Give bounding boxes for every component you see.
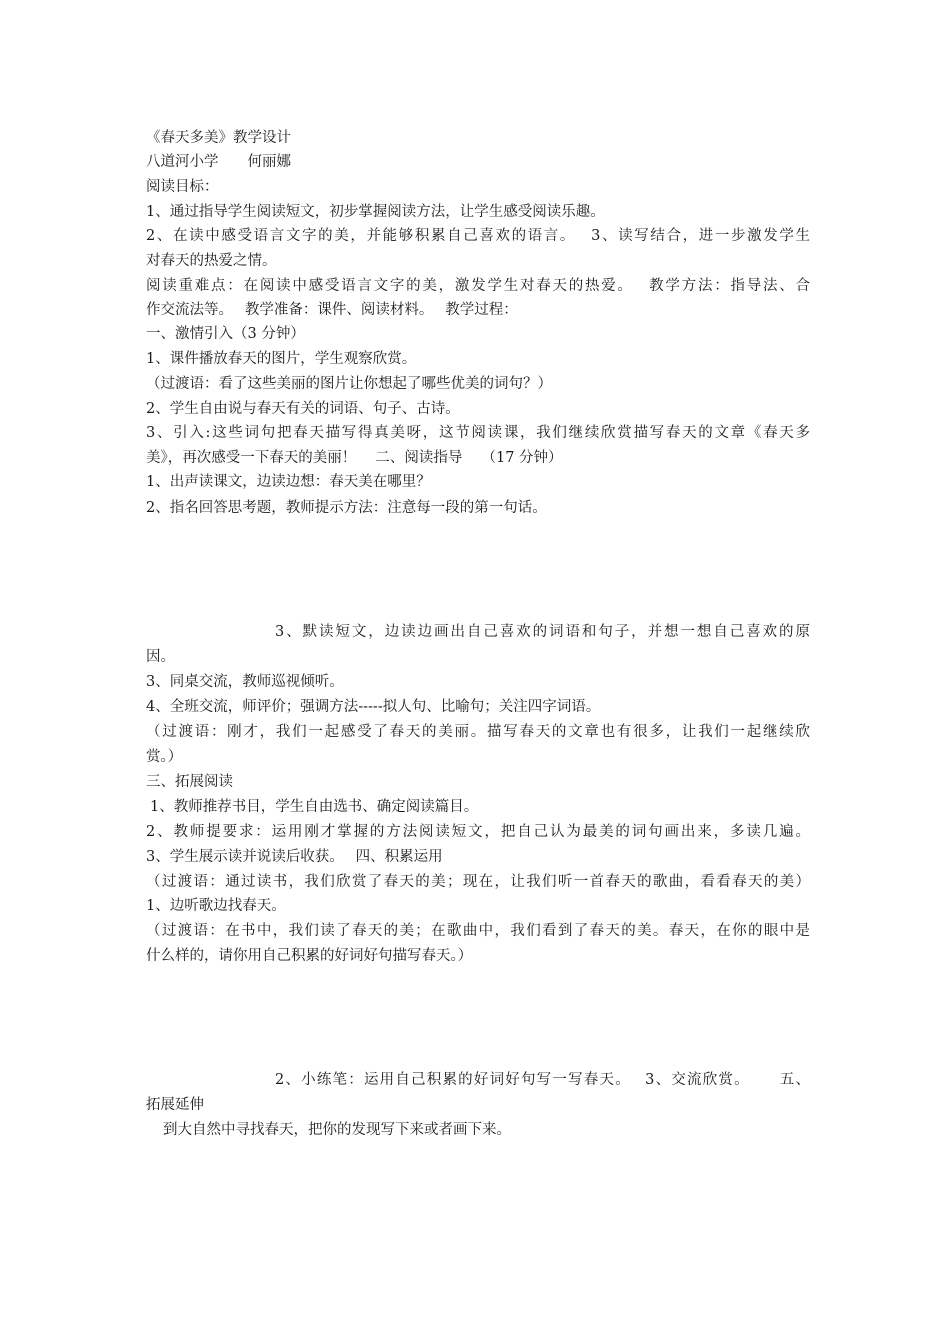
text-line: 2、在读中感受语言文字的美，并能够积累自己喜欢的语言。 3、读写结合，进一步激发学生: [146, 228, 810, 244]
text-line: 作交流法等。 教学准备：课件、阅读材料。 教学过程：: [146, 302, 518, 318]
section-heading: 拓展延伸: [146, 1097, 204, 1113]
text-line: （过渡语：看了这些美丽的图片让你想起了哪些优美的词句？）: [146, 376, 552, 392]
text-line: （过渡语：刚才，我们一起感受了春天的美丽。描写春天的文章也有很多，让我们一起继续欣: [146, 724, 810, 740]
doc-title: 《春天多美》教学设计: [146, 130, 291, 146]
text-line: 1、出声读课文，边读边想：春天美在哪里？: [146, 474, 431, 490]
text-line: 3、同桌交流，教师巡视倾听。: [146, 674, 344, 690]
text-line: 赏。）: [146, 749, 183, 765]
text-line: 2、学生自由说与春天有关的词语、句子、古诗。: [146, 401, 460, 417]
text-line: 3、默读短文，边读边画出自己喜欢的词语和句子，并想一想自己喜欢的原: [275, 624, 810, 640]
text-line: 2、教师提要求：运用刚才掌握的方法阅读短文，把自己认为最美的词句画出来，多读几遍。: [146, 824, 810, 840]
section-heading: 阅读目标：: [146, 179, 219, 195]
text-line: 2、指名回答思考题，教师提示方法：注意每一段的第一句话。: [146, 500, 547, 516]
text-line: 1、教师推荐书目，学生自由选书、确定阅读篇目。: [150, 799, 479, 815]
text-line: 1、课件播放春天的图片，学生观察欣赏。: [146, 351, 417, 367]
text-line: （过渡语：在书中，我们读了春天的美；在歌曲中，我们看到了春天的美。春天，在你的眼中是: [146, 923, 810, 939]
text-line: 美》，再次感受一下春天的美丽！ 二、阅读指导 （17 分钟）: [146, 450, 563, 466]
text-line: 到大自然中寻找春天，把你的发现写下来或者画下来。: [163, 1122, 511, 1138]
text-line: 1、边听歌边找春天。: [146, 898, 286, 914]
section-heading: 三、拓展阅读: [146, 774, 233, 790]
text-line: （过渡语：通过读书，我们欣赏了春天的美；现在，让我们听一首春天的歌曲，看看春天的美）: [146, 874, 810, 890]
author-line: 八道河小学 何丽娜: [146, 154, 291, 170]
text-line: 3、学生展示读并说读后收获。 四、积累运用: [146, 849, 443, 865]
section-heading: 一、激情引入（3 分钟）: [146, 326, 305, 342]
text-line: 4、全班交流，师评价；强调方法-----拟人句、比喻句；关注四字词语。: [146, 699, 601, 715]
text-line: 对春天的热爱之情。: [146, 253, 277, 269]
text-line: 1、通过指导学生阅读短文，初步掌握阅读方法，让学生感受阅读乐趣。: [146, 204, 605, 220]
text-line: 2、小练笔：运用自己积累的好词好句写一写春天。 3、交流欣赏。 五、: [275, 1072, 810, 1088]
text-line: 因。: [146, 649, 175, 665]
text-line: 阅读重难点：在阅读中感受语言文字的美，激发学生对春天的热爱。 教学方法：指导法、合: [146, 278, 810, 294]
text-line: 什么样的，请你用自己积累的好词好句描写春天。）: [146, 948, 473, 964]
text-line: 3、引入:这些词句把春天描写得真美呀，这节阅读课，我们继续欣赏描写春天的文章《春天多: [146, 425, 810, 441]
